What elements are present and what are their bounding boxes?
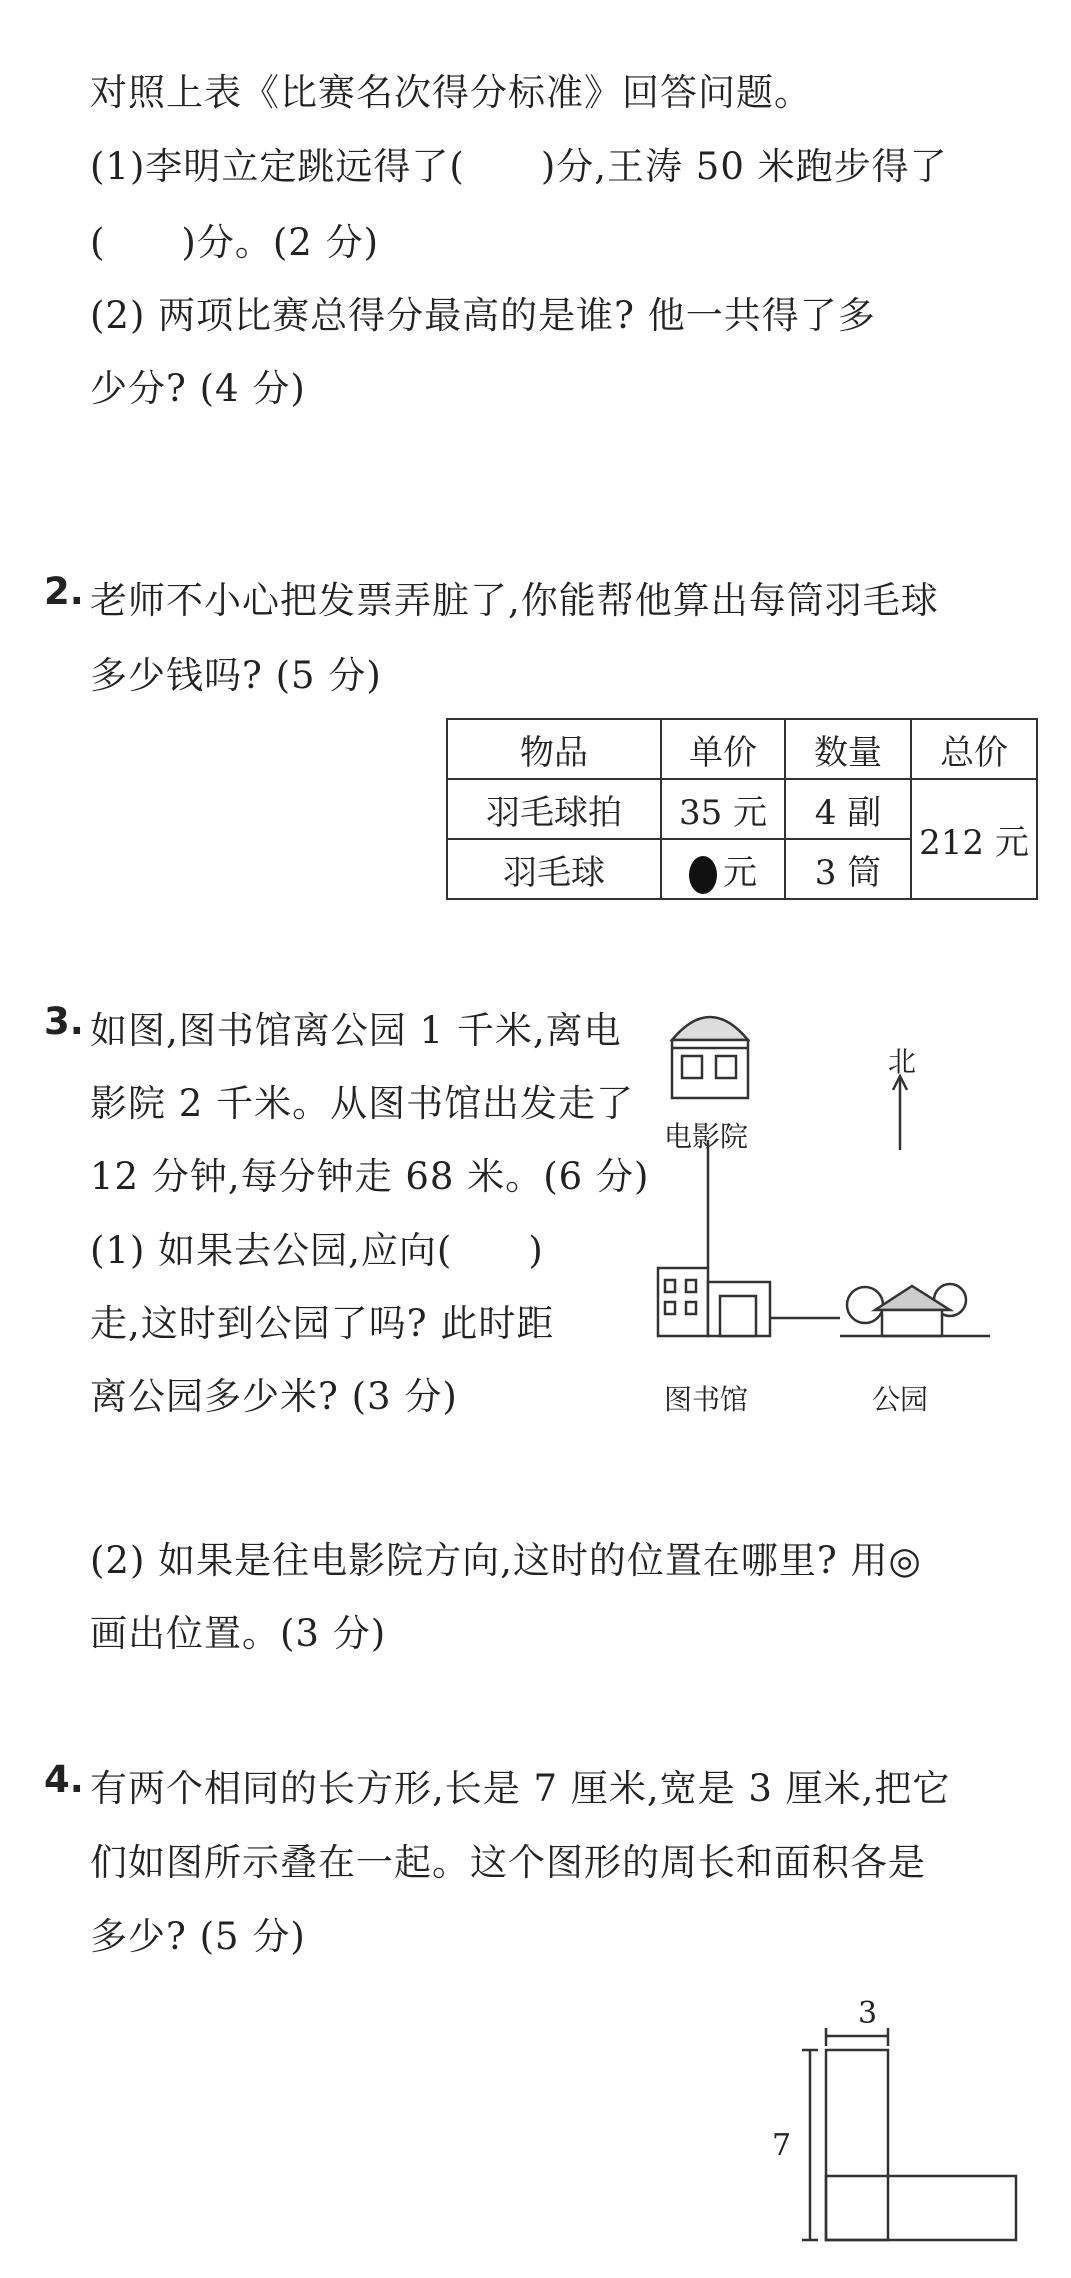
cell-total: 212 元 xyxy=(911,779,1037,899)
cell-price: 35 元 xyxy=(661,779,785,839)
cell-qty: 3 筒 xyxy=(785,839,911,899)
park-icon xyxy=(840,1284,990,1336)
library-label: 图书馆 xyxy=(664,1383,749,1416)
horizontal-rectangle xyxy=(826,2176,1016,2240)
ink-blot-icon xyxy=(689,856,717,894)
north-label: 北 xyxy=(888,1045,917,1078)
q3-part2-line2: 画出位置。(3 分) xyxy=(90,1612,387,1655)
q1-part2-line2: 少分? (4 分) xyxy=(90,367,306,410)
invoice-table xyxy=(446,718,1038,900)
q2-number: 2. xyxy=(44,570,84,613)
q3-line1: 如图,图书馆离公园 1 千米,离电 xyxy=(90,1009,622,1052)
length-label: 7 xyxy=(772,2128,792,2163)
header-qty: 数量 xyxy=(785,719,911,779)
vertical-rectangle xyxy=(826,2050,888,2240)
q3-part2-line1: (2) 如果是往电影院方向,这时的位置在哪里? 用◎ xyxy=(90,1539,922,1582)
q1-part1-line1: (1)李明立定跳远得了( )分,王涛 50 米跑步得了 xyxy=(90,145,948,188)
cell-item: 羽毛球拍 xyxy=(447,779,661,839)
cell-qty: 4 副 xyxy=(785,779,911,839)
library-icon xyxy=(658,1268,770,1336)
q3-line5: 走,这时到公园了吗? 此时距 xyxy=(90,1302,555,1345)
q4-line1: 有两个相同的长方形,长是 7 厘米,宽是 3 厘米,把它 xyxy=(90,1767,951,1810)
q3-line2: 影院 2 千米。从图书馆出发走了 xyxy=(90,1082,635,1125)
cell-item: 羽毛球 xyxy=(447,839,661,899)
rectangles-figure xyxy=(790,2010,1020,2260)
header-price: 单价 xyxy=(661,719,785,779)
q3-line4: (1) 如果去公园,应向( ) xyxy=(90,1229,544,1272)
cinema-icon xyxy=(672,1017,748,1098)
table-header-row xyxy=(447,719,1037,779)
q1-part2-line1: (2) 两项比赛总得分最高的是谁? 他一共得了多 xyxy=(90,294,876,337)
cell-price-smudged xyxy=(661,839,785,899)
north-arrow-icon xyxy=(893,1076,907,1150)
q2-line1: 老师不小心把发票弄脏了,你能帮他算出每筒羽毛球 xyxy=(90,579,939,622)
map-diagram xyxy=(650,1000,1030,1420)
intro-text: 对照上表《比赛名次得分标准》回答问题。 xyxy=(90,71,812,114)
q3-line6: 离公园多少米? (3 分) xyxy=(90,1375,458,1418)
q4-line2: 们如图所示叠在一起。这个图形的周长和面积各是 xyxy=(90,1841,926,1884)
park-label: 公园 xyxy=(872,1383,929,1416)
table-row xyxy=(447,779,1037,839)
header-item: 物品 xyxy=(447,719,661,779)
header-total: 总价 xyxy=(911,719,1037,779)
width-label: 3 xyxy=(858,1996,878,2031)
q1-part1-line2: ( )分。(2 分) xyxy=(90,221,380,264)
q4-line3: 多少? (5 分) xyxy=(90,1915,306,1958)
q3-number: 3. xyxy=(44,1000,84,1043)
q2-line2: 多少钱吗? (5 分) xyxy=(90,654,382,697)
q3-line3: 12 分钟,每分钟走 68 米。(6 分) xyxy=(90,1155,650,1198)
q4-number: 4. xyxy=(44,1758,84,1801)
cell-price-unit: 元 xyxy=(723,852,757,893)
cinema-label: 电影院 xyxy=(664,1120,749,1153)
